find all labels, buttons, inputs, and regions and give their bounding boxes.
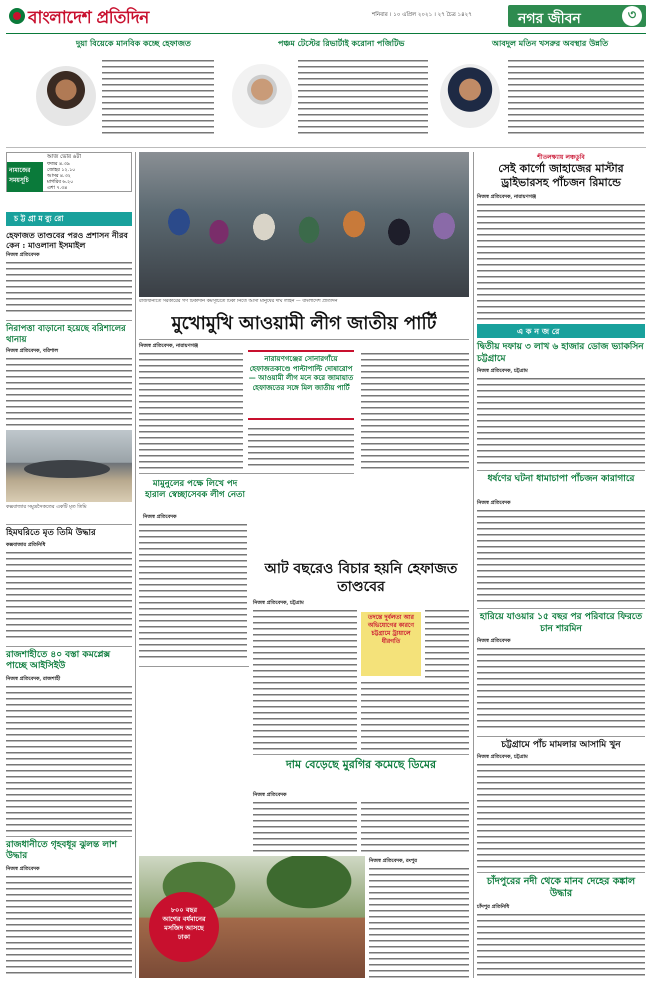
top-story-1-headline: দুয়া বিয়েকে মানবিক কচ্ছে হেফাজত	[76, 38, 191, 48]
prayer-row: এশা ৭.৩৪	[47, 186, 68, 191]
top-story-2	[222, 36, 432, 146]
divider	[477, 872, 645, 873]
feature-label-text: এ ক ন জ রে	[517, 326, 560, 336]
whale-photo-caption: কক্সবাজার সমুদ্রসৈকতের একটি মৃত তিমি	[6, 504, 87, 510]
right-article-3-byline: নিজস্ব প্রতিবেদক	[477, 638, 511, 644]
prayer-label-block	[7, 162, 43, 192]
mosque-body	[369, 866, 469, 978]
top-story-3	[438, 36, 646, 146]
left-article-4-headline: রাজশাহীতে ৪০ বস্তা কমপ্লেক্স পাচ্ছে আইসিইউ	[6, 650, 111, 671]
divider	[253, 754, 469, 755]
mosque-badge-line: মসজিদ আসছে	[164, 924, 204, 932]
right-article-2-body	[477, 508, 645, 604]
prayer-times-box	[6, 152, 132, 192]
section-title: নগর জীবন	[518, 11, 581, 27]
section-banner	[508, 5, 646, 27]
sub-body-1	[139, 522, 247, 662]
left-article-3-headline: হিমঘরিতে মৃত তিমি উদ্ধার	[6, 528, 96, 538]
left-article-2-body	[6, 356, 132, 426]
top-story-2-headline: পঞ্চম টেস্টের রিভার্টাই করোনা পজিটিভ	[278, 38, 405, 48]
feature-label	[477, 324, 645, 338]
left-article-1-headline: হেফাজত তাণ্ডবের পরও প্রশাসন নীরব কেন : মাওলানা ইসমাইল	[6, 230, 128, 250]
masthead-divider	[6, 33, 646, 34]
pull-quote: নারায়ণগঞ্জের সোনারগাঁয়ে হেফাজতকাণ্ডে পাল্টাপাল্টি দোষারোপ — আওয়ামী লীগ মনে করে জামায়াত হেফাজতের সঙ্গে মিল জাতীয় পার্টি	[248, 350, 354, 420]
divider	[6, 524, 132, 525]
left-article-3-body	[6, 550, 132, 642]
left-article-1-byline: নিজস্ব প্রতিবেদক	[6, 252, 40, 258]
prayer-rows	[47, 162, 131, 192]
left-article-4-byline: নিজস্ব প্রতিবেদক, রাজশাহী	[6, 676, 61, 682]
right-article-2-byline: নিজস্ব প্রতিবেদক	[477, 500, 511, 506]
sub-body-3b	[361, 800, 469, 852]
divider	[6, 320, 132, 321]
top-story-2-body	[298, 58, 428, 138]
right-lead-body	[477, 202, 645, 320]
prayer-row: ফজর ৪.৩৯	[47, 162, 70, 167]
left-article-5-byline: নিজস্ব প্রতিবেদক	[6, 866, 40, 872]
logo-mark-icon	[8, 7, 26, 25]
mosque-photo	[139, 856, 365, 978]
right-article-2-headline: ধর্ষণের ঘটনা ধামাচাপা পাঁচজন কারাগারে	[487, 474, 635, 484]
sub-headline-2: আট বছরেও বিচার হয়নি হেফাজত তাণ্ডবের	[264, 561, 458, 595]
mosque-badge-line: আগের বর্ধমানের	[162, 915, 206, 923]
logo-text: বাংলাদেশ প্রতিদিন	[28, 8, 149, 28]
column-rule	[473, 152, 474, 978]
right-article-4-byline: নিজস্ব প্রতিবেদক, চট্টগ্রাম	[477, 754, 528, 760]
page-number: ৩	[622, 6, 642, 26]
left-article-3-byline: কক্সবাজার প্রতিনিধি	[6, 542, 46, 548]
masthead	[0, 0, 650, 32]
prayer-times-title: আজ ভোর ৬টা	[47, 154, 81, 160]
main-body-col-1	[139, 351, 243, 469]
prayer-row: আসর ৪.৩২	[47, 174, 71, 179]
inner-quote: তদন্তে দুর্বলতা আর অভিযোগের কারণে চট্টগ্রামে ট্রায়ালে ধীরগতি	[361, 612, 421, 676]
right-article-4-body	[477, 762, 645, 868]
divider	[477, 736, 645, 737]
right-article-5-byline: চাঁদপুর প্রতিনিধি	[477, 904, 510, 910]
top-story-1-body	[102, 58, 214, 138]
mosque-byline: নিজস্ব প্রতিবেদক, রংপুর	[369, 858, 418, 864]
right-article-1-headline: দ্বিতীয় দফায় ৩ লাখ ৬ হাজার ডোজ ভ্যাকসিন চট্টগ্রামে	[477, 342, 644, 364]
crowd-photo-caption: রাজধানীতে সরকারের গণ টিকাদান কর্মসূচিতে টিকা নিতে আসা মানুষের দীর্ঘ লাইন — বাংলাদেশ প্রতিদিন	[139, 299, 338, 304]
top-story-3-headline: আবদুল মতিন খসরুর অবস্থার উন্নতি	[492, 38, 609, 48]
prayer-row: মাগরিব ৬.২০	[47, 180, 74, 185]
sub-body-2c	[361, 680, 469, 750]
right-article-4-headline: চট্টগ্রামে পাঁচ মামলার আসামি খুন	[501, 740, 621, 750]
sub-byline-1: নিজস্ব প্রতিবেদক	[143, 514, 177, 520]
sub-byline-2: নিজস্ব প্রতিবেদক, চট্টগ্রাম	[253, 600, 304, 606]
bureau-label-text: চ ট্ট গ্রা ম ব্যু রো	[14, 214, 64, 223]
masthead-logo	[8, 4, 198, 28]
sub-body-3a	[253, 800, 357, 852]
portrait-3	[440, 64, 500, 128]
prayer-row: জোহর ১২.১০	[47, 168, 76, 173]
sub-headline-1: মামুনুলের পক্ষে লিখে পদ হারাল স্বেচ্ছাসেবক লীগ নেতা	[145, 479, 245, 500]
main-body-col-2	[248, 426, 354, 469]
sub-byline-3: নিজস্ব প্রতিবেদক	[253, 792, 287, 798]
left-column	[6, 152, 132, 982]
divider	[139, 339, 469, 340]
portrait-1	[36, 66, 96, 126]
main-body-col-3	[361, 351, 469, 469]
center-block	[139, 152, 469, 982]
main-byline: নিজস্ব প্রতিবেদক, নারায়ণগঞ্জ	[139, 343, 199, 349]
mosque-badge-line: ৮০০ বছর	[170, 906, 198, 914]
right-lead-headline: সেই কার্গো জাহাজের মাস্টার ড্রাইভারসহ পাঁচজন রিমান্ডে	[498, 162, 624, 189]
top-story-strip	[6, 36, 646, 148]
portrait-2	[232, 64, 292, 128]
right-article-5-body	[477, 912, 645, 978]
left-article-2-headline: নিরাপত্তা বাড়ানো হয়েছে বরিশালের থানায়	[6, 324, 126, 345]
right-article-1-byline: নিজস্ব প্রতিবেদক, চট্টগ্রাম	[477, 368, 528, 374]
right-article-3-headline: হারিয়ে যাওয়ার ১৫ বছর পর পরিবারে ফিরতে চান শারমিন	[479, 612, 643, 634]
main-headline: মুখোমুখি আওয়ামী লীগ জাতীয় পার্টি	[171, 313, 437, 334]
divider	[477, 608, 645, 609]
prayer-label-2: সময়সূচি	[9, 177, 29, 184]
mosque-badge	[149, 892, 219, 962]
right-article-3-body	[477, 646, 645, 732]
date-line: শনিবার । ১০ এপ্রিল ২০২১ । ২৭ চৈত্র ১৪২৭	[372, 12, 472, 18]
left-article-1-body	[6, 260, 132, 316]
sub-headline-3: দাম বেড়েছে মুরগির কমেছে ডিমের	[285, 758, 437, 771]
right-article-1-body	[477, 376, 645, 466]
left-article-2-byline: নিজস্ব প্রতিবেদক, বরিশাল	[6, 348, 59, 354]
prayer-label-1: নামাজের	[9, 167, 31, 174]
vaccine-crowd-photo	[139, 152, 469, 297]
mosque-badge-line: ঢাকা	[178, 933, 190, 941]
divider	[139, 666, 249, 667]
sub-body-2a	[253, 608, 357, 750]
divider	[6, 646, 132, 647]
column-rule	[135, 152, 136, 978]
divider	[6, 836, 132, 837]
bureau-label	[6, 212, 132, 226]
right-kicker: শীতলক্ষ্যায় লঞ্চডুবি	[537, 154, 585, 161]
divider	[139, 473, 354, 474]
left-article-5-headline: রাজধানীতে গৃহবধূর ঝুলন্ত লাশ উদ্ধার	[6, 840, 117, 861]
right-column	[477, 152, 645, 982]
right-article-5-headline: চাঁদপুরের নদী থেকে মানব দেহের কঙ্কাল উদ্ধার	[486, 876, 636, 899]
sub-body-2b	[425, 608, 469, 678]
divider	[477, 470, 645, 471]
left-article-5-body	[6, 874, 132, 978]
right-lead-byline: নিজস্ব প্রতিবেদক, নারায়ণগঞ্জ	[477, 194, 537, 200]
whale-photo	[6, 430, 132, 502]
top-story-1	[6, 36, 216, 146]
top-story-3-body	[508, 58, 644, 138]
left-article-4-body	[6, 684, 132, 832]
